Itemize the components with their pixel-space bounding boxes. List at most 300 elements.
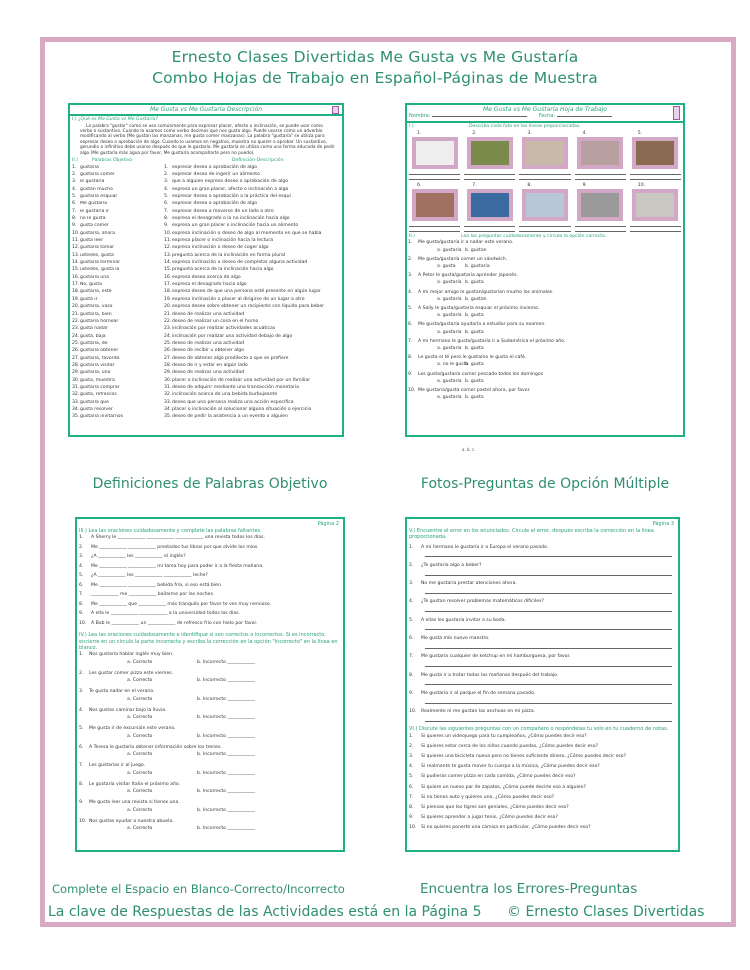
item-number: 6. <box>408 322 413 328</box>
header-title: Me Gusta vs Me Gustaría Descripción <box>149 106 263 113</box>
item-number: 3. <box>79 689 84 694</box>
target-word: gustaría una <box>80 274 109 280</box>
item-number: 30. <box>72 377 80 383</box>
discussion-item <box>407 785 678 795</box>
list-item <box>70 179 342 186</box>
error-list <box>407 542 678 725</box>
definition: expresar deseo a moverse de un lado a otro <box>172 208 274 214</box>
question-row <box>407 257 683 263</box>
ci-item <box>77 652 343 671</box>
option-correct: a. Correcto <box>127 659 153 665</box>
sentence: Les gustar comer pizza este viernes. <box>89 670 174 676</box>
photo-2 <box>467 137 513 169</box>
item-number: 25. <box>72 340 80 346</box>
item-number: 16. <box>164 274 172 280</box>
item-number: 2. <box>72 171 77 177</box>
option-incorrect: b. Incorrecto ____________ <box>197 789 256 795</box>
discussion-item <box>407 744 678 754</box>
option-b: b. gusta <box>465 280 484 286</box>
question-list <box>407 240 683 404</box>
option-b: b. gustaría <box>465 264 490 270</box>
photo-6 <box>412 189 458 221</box>
fill-item <box>77 621 343 631</box>
target-word: gustaría, favorito <box>80 355 120 361</box>
options <box>77 715 343 721</box>
main-subtitle: Combo Hojas de Trabajo en Español-Páginas de Muestra <box>152 69 598 87</box>
options <box>407 346 683 352</box>
options <box>407 313 683 319</box>
fill-item <box>77 535 343 545</box>
item-number: 9. <box>408 371 413 377</box>
item-number: 2. <box>79 670 84 676</box>
options <box>77 771 343 777</box>
logo-icon <box>673 106 680 120</box>
definition: expresar deseo o aprobación de algo <box>172 201 258 207</box>
definition: expresa placer o inclinación hacia la lectura <box>172 238 274 244</box>
item-number: 22. <box>72 318 80 324</box>
option-correct: a. Correcto <box>127 789 153 795</box>
item-number: 2. <box>408 256 413 262</box>
error-row <box>407 654 678 660</box>
photo-number: 8. <box>527 182 532 188</box>
item-number: 34. <box>72 406 80 412</box>
option-incorrect: b. Incorrecto ____________ <box>197 659 256 665</box>
option-a: a. no le gusta <box>437 362 469 368</box>
option-a: a. gustaría <box>437 296 462 302</box>
error-item <box>407 578 678 596</box>
answer-line <box>425 646 672 649</box>
item-number: 3. <box>409 754 414 760</box>
options <box>407 362 683 368</box>
error-item <box>407 706 678 724</box>
item-number: 35. <box>72 414 80 420</box>
item-number: 1. <box>79 535 84 541</box>
item-number: 9. <box>409 815 414 821</box>
options <box>77 752 343 758</box>
definition: expresa un gran placer o inclinación hacia un alimento <box>172 223 299 229</box>
item-number: 5. <box>79 573 84 579</box>
definition: expresar deseo o aprobación a la práctica del esquí <box>172 194 291 199</box>
option-b: b. gusta <box>465 329 484 335</box>
sentence: Me ____________ ____________ prestados tus libros por que olvide los míos. <box>91 544 259 550</box>
answer-line <box>425 719 672 722</box>
ci-row <box>77 671 343 677</box>
discussion-item <box>407 805 678 815</box>
item-number: 13. <box>164 252 172 258</box>
list-item <box>70 209 342 216</box>
section-number: II.) <box>409 233 415 239</box>
item-number: 21. <box>72 311 80 317</box>
target-word: gustaría, una <box>80 370 111 376</box>
ci-row <box>77 763 343 769</box>
section-heading: IV.) Lea las oraciones cuidadosamente e identifique si son correctos o incorrectos. Si es incorrecto, encierre en un círculo la parte incorrecta y escriba la corrección en la opción "Incorrecto" en la línea en blanco. <box>79 632 338 651</box>
sentence: Me ____________ ____________ bebida fría, si eso está bien. <box>91 582 223 588</box>
item-number: 1. <box>72 164 77 170</box>
photo-cell <box>517 131 572 181</box>
question-row <box>407 290 683 296</box>
option-incorrect: b. Incorrecto ____________ <box>197 770 256 776</box>
list-item <box>70 378 342 385</box>
item-number: 14. <box>164 260 172 266</box>
item-number: 10. <box>409 825 417 831</box>
item-number: 9. <box>72 223 77 229</box>
item-number: 2. <box>409 743 414 749</box>
item-number: 3. <box>72 179 77 185</box>
option-b: b. gustan <box>465 296 487 302</box>
sentence: Te gusta nadar en el verano. <box>89 689 155 694</box>
option-incorrect: b. Incorrecto ____________ <box>197 733 256 739</box>
question-row <box>407 372 683 378</box>
fill-item <box>77 592 343 602</box>
label-photos: Fotos-Preguntas de Opción Múltiple <box>420 476 670 492</box>
item-number: 33. <box>72 399 80 405</box>
target-word: gustaría, ahora <box>80 230 115 236</box>
option-a: a. gustaría <box>437 346 462 352</box>
answer-line <box>425 609 672 612</box>
preview-page-descriptions <box>68 103 344 437</box>
definition: expresa deseo de que una persona esté presente en algún lugar <box>172 289 321 295</box>
item-number: 5. <box>409 774 414 780</box>
question-row <box>407 388 683 394</box>
list-item <box>70 414 342 421</box>
fill-item <box>77 573 343 583</box>
fill-item <box>77 564 343 574</box>
target-word: gustaría hornear <box>80 318 119 324</box>
answer-line <box>630 172 681 175</box>
item-number: 7. <box>72 208 77 214</box>
definition: expresar deseo de ingerir un alimento <box>172 171 260 177</box>
question-text: A Peter le gusta/gustaría aprender japonés. <box>418 273 518 279</box>
definition: placer o inclinación de realizar una actividad por un familiar <box>172 377 311 383</box>
definition: deseo que una persona realiza una acción específica <box>172 399 294 405</box>
question-text: Si no tienes auto y quieres uno, ¿Cómo puedes decir eso? <box>421 794 555 800</box>
option-incorrect: b. Incorrecto ____________ <box>197 696 256 702</box>
photo-number: 1. <box>417 130 422 136</box>
item-number: 12. <box>164 245 172 251</box>
item-number: 5. <box>164 194 169 199</box>
error-item <box>407 670 678 688</box>
item-number: 8. <box>409 805 414 811</box>
definition: expresa deseo sobre obtener un recipiente con líquido para beber <box>172 304 325 310</box>
list-item <box>70 253 342 260</box>
definition: que a alguien expresa deseo o aprobación de algo <box>172 179 289 185</box>
sentence: Le gustaría visitar Italia el próximo año. <box>89 781 181 787</box>
sentence: Me gustaría cualquier de ketchup en mi hamburguesa, por favor. <box>421 654 571 660</box>
target-word: le gustaría <box>80 179 105 185</box>
item-number: 4. <box>409 599 414 605</box>
options <box>77 678 343 684</box>
target-word: gustaría, esté <box>80 289 112 295</box>
list-item <box>70 201 342 208</box>
definition: inclinación por realizar actividades acuáticas <box>172 326 276 332</box>
item-number: 23. <box>164 326 172 332</box>
item-number: 6. <box>409 784 414 790</box>
answer-line <box>630 229 681 232</box>
sentence: Nos gustas ayudar a nuestra abuela. <box>89 818 174 824</box>
answer-line <box>519 229 570 232</box>
page-number: Página 3 <box>652 521 674 527</box>
item-number: 9. <box>79 611 84 617</box>
definition: expresa inclinación o deseo de completar alguna actividad <box>172 260 308 266</box>
answer-options: a. b. c. <box>462 447 476 452</box>
page-number: Página 2 <box>317 521 339 527</box>
item-number: 29. <box>72 370 80 376</box>
item-number: 6. <box>79 744 84 750</box>
error-row <box>407 599 678 605</box>
error-row <box>407 563 678 569</box>
item-number: 1. <box>164 164 169 170</box>
header-title: Me Gusta vs Me Gustaría Hoja de Trabajo <box>483 106 607 113</box>
sentence: ¿Te gustan resolver problemas matemáticos difíciles? <box>421 599 544 605</box>
target-word: gusta, baja <box>80 333 106 339</box>
fill-blank-list <box>77 535 343 630</box>
list-item <box>70 312 342 319</box>
sentence: A ella le ____________ ____________ a la universidad todos los días. <box>91 611 240 617</box>
answer-line <box>519 224 570 227</box>
list-item <box>70 334 342 341</box>
discussion-item <box>407 734 678 744</box>
target-word: gusta comer <box>80 223 109 229</box>
list-item <box>70 400 342 407</box>
section-heading: I.) ¿Qué es Me Gusta vs Me Gustaría? <box>72 117 158 122</box>
item-number: 10. <box>79 620 87 626</box>
sentence: Me gusta ir de excursión este verano. <box>89 726 176 731</box>
sentence: No me gustaría prestar atenciones ahora. <box>421 581 517 587</box>
item-number: 25. <box>164 340 172 346</box>
photo-cell <box>462 131 517 181</box>
item-number: 4. <box>409 764 414 770</box>
answer-line <box>409 229 460 232</box>
item-number: 3. <box>79 554 84 560</box>
item-number: 24. <box>72 333 80 339</box>
options <box>77 789 343 795</box>
sentence: Les gustarías ir al juego. <box>89 763 146 768</box>
discussion-item <box>407 764 678 774</box>
question-text: Si piensas que los tigres son geniales, ¿Cómo puedes decir eso? <box>421 805 569 811</box>
item-number: 17. <box>72 282 80 288</box>
photo-3 <box>522 137 568 169</box>
label-errors: Encuentra los Errores-Preguntas <box>420 881 638 897</box>
photo-number: 6. <box>417 182 422 188</box>
answer-line <box>575 229 626 232</box>
photo-cell <box>407 183 462 233</box>
options <box>77 808 343 814</box>
definition: placer o inclinación al solucionar alguna situación o ejercicio <box>172 406 312 412</box>
item-number: 4. <box>164 186 169 192</box>
item-number: 9. <box>409 690 414 696</box>
answer-line <box>575 177 626 180</box>
definition: deseo de realizar una actividad <box>172 340 245 346</box>
item-number: 3. <box>409 581 414 587</box>
section-heading: V.) Encuentre el error en los enunciados. Circule el error, después escriba la corrección en la línea proporcionada. <box>409 528 654 541</box>
item-number: 19. <box>72 296 80 302</box>
section-heading: III.) Lea las oraciones cuidadosamente y complete las palabras faltantes. <box>79 528 262 534</box>
options <box>407 264 683 270</box>
question-item <box>407 339 683 355</box>
option-a: a. gustaría <box>437 280 462 286</box>
target-word: gustaría <box>80 164 99 170</box>
option-correct: a. Correcto <box>127 696 153 702</box>
fill-item <box>77 602 343 612</box>
ci-row <box>77 726 343 732</box>
question-row <box>407 306 683 312</box>
error-item <box>407 651 678 669</box>
target-word: gusta resolver <box>80 406 113 412</box>
answer-line <box>425 627 672 630</box>
label-fill-blank: Complete el Espacio en Blanco-Correcto/Incorrecto <box>52 882 345 896</box>
item-number: 4. <box>72 186 77 192</box>
sentence: Me gusta ir a trotar todas las mañanas después del trabajo. <box>421 672 559 678</box>
answer-line <box>409 224 460 227</box>
photo-number: 5. <box>637 130 643 136</box>
ci-row <box>77 708 343 714</box>
photo-cell <box>573 183 628 233</box>
vocabulary-list <box>70 165 342 422</box>
options <box>77 826 343 832</box>
item-number: 15. <box>164 267 172 273</box>
photo-number: 7. <box>472 182 477 188</box>
list-item <box>70 267 342 274</box>
item-number: 17. <box>164 282 172 288</box>
error-item <box>407 688 678 706</box>
target-word: no le gusta <box>80 216 106 222</box>
answer-line <box>425 573 672 576</box>
question-row <box>407 322 683 328</box>
question-text: Si pudieras comer pizza en cada comida, ¿Cómo puedes decir eso? <box>421 774 576 780</box>
ci-row <box>77 800 343 806</box>
item-number: 12. <box>72 245 80 251</box>
answer-line <box>630 224 681 227</box>
item-number: 7. <box>409 794 414 800</box>
target-word: Me gustaría <box>80 201 108 207</box>
definition: expresa un gran placer, afecto o inclinación a algo <box>172 186 289 192</box>
photo-cell <box>573 131 628 181</box>
item-number: 1. <box>79 652 84 657</box>
target-word: gustaría que <box>80 399 109 405</box>
ci-row <box>77 652 343 658</box>
list-item <box>70 356 342 363</box>
question-item <box>407 240 683 256</box>
list-item <box>70 348 342 355</box>
sentence: Me gusta leer una revista si tienes una. <box>89 800 180 805</box>
page-header <box>70 105 342 116</box>
item-number: 35. <box>164 414 172 420</box>
item-number: 6. <box>164 201 169 207</box>
question-text: Me gusta/gustaría comer un sándwich. <box>418 256 508 262</box>
option-b: b. gusta <box>465 395 484 401</box>
option-a: a. gustaría <box>437 313 462 319</box>
fill-item <box>77 554 343 564</box>
photo-number: 10. <box>637 182 646 188</box>
option-correct: a. Correcto <box>127 770 153 776</box>
ci-item <box>77 689 343 708</box>
answer-line <box>464 229 515 232</box>
discussion-item <box>407 754 678 764</box>
error-row <box>407 545 678 551</box>
sentence: A Sherry le ____________ ____________ ____________ una revista todos los días. <box>91 535 265 541</box>
error-row <box>407 673 678 679</box>
photo-5 <box>632 137 678 169</box>
options <box>407 379 683 385</box>
photo-cell <box>407 131 462 181</box>
item-number: 3. <box>164 179 169 185</box>
definition: expresa inclinación o deseo de algo al momento en que se habla <box>172 230 322 236</box>
section-heading: Lea las preguntas cuidadosamente y circule la opción correcta. <box>461 233 607 239</box>
photo-4 <box>577 137 623 169</box>
answer-line <box>425 554 672 557</box>
question-text: Le gusta el té pero le gusta/no le gusta el café. <box>418 355 527 361</box>
photo-10 <box>632 189 678 221</box>
options <box>77 660 343 666</box>
preview-page-worksheet <box>405 103 685 437</box>
item-number: 4. <box>408 289 413 295</box>
question-item <box>407 388 683 404</box>
question-text: Si quieres aprender a jugar tenis, ¿Cómo puedes decir eso? <box>421 815 558 821</box>
options <box>77 697 343 703</box>
answer-line <box>425 701 672 704</box>
question-text: Si no quieres ponerte una camisa en particular, ¿Cómo puedes decir eso? <box>421 825 591 831</box>
photo-grid <box>407 131 683 233</box>
definition: expresa deseo acerca de algo <box>172 274 241 280</box>
ci-item <box>77 708 343 727</box>
option-b: b. gustan <box>465 247 487 253</box>
item-number: 10. <box>79 818 87 824</box>
definition: inclinación por realizar una actividad debajo de algo <box>172 333 293 339</box>
ci-item <box>77 819 343 838</box>
item-number: 5. <box>79 726 84 731</box>
item-number: 34. <box>164 406 172 412</box>
item-number: 7. <box>409 654 414 660</box>
option-incorrect: b. Incorrecto ____________ <box>197 826 256 832</box>
photo-7 <box>467 189 513 221</box>
copyright: © Ernesto Clases Divertidas <box>507 904 705 920</box>
item-number: 10. <box>72 230 80 236</box>
option-a: a. gustaría <box>437 247 462 253</box>
page-header <box>407 105 683 123</box>
error-item <box>407 560 678 578</box>
section-number: II.) <box>72 157 78 163</box>
sentence: A Bob le ____________ un ____________ de refresco frío con hielo por favor. <box>91 620 258 626</box>
question-item <box>407 257 683 273</box>
item-number: 24. <box>164 333 172 339</box>
fill-item <box>77 611 343 621</box>
item-number: 5. <box>72 194 77 199</box>
item-number: 27. <box>164 355 172 361</box>
item-number: 1. <box>409 733 414 739</box>
answer-key-note: La clave de Respuestas de las Actividades está en la Página 5 <box>48 904 482 920</box>
question-row <box>407 355 683 361</box>
item-number: 6. <box>79 582 84 588</box>
options <box>407 395 683 401</box>
ci-item <box>77 745 343 764</box>
target-word: gustaría, de <box>80 340 108 346</box>
item-number: 21. <box>164 311 172 317</box>
target-word: gustan mucho <box>80 186 113 192</box>
target-word: gusta nadar <box>80 326 108 332</box>
item-number: 20. <box>72 304 80 310</box>
item-number: 31. <box>164 384 172 390</box>
question-text: Si quieres un videojuego para tu cumpleaños, ¿Cómo puedes decir eso? <box>421 733 587 739</box>
photo-cell <box>462 183 517 233</box>
discussion-item <box>407 795 678 805</box>
item-number: 6. <box>409 635 414 641</box>
answer-line <box>409 177 460 180</box>
option-incorrect: b. Incorrecto ____________ <box>197 752 256 758</box>
target-word: gusta ir <box>80 296 98 302</box>
definition: expresa inclinación o deseo de coger algo <box>172 245 269 251</box>
discussion-item <box>407 825 678 835</box>
item-number: 28. <box>164 362 172 368</box>
